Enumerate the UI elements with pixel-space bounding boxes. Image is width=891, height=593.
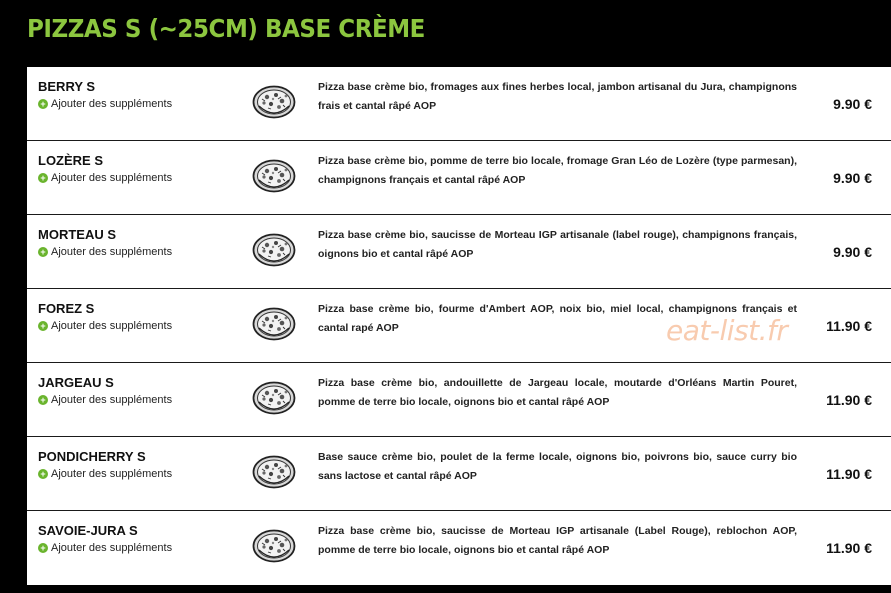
item-description: Pizza base crème bio, saucisse de Morteau IGP artisanale (Label Rouge), reblochon AOP, pomme de terre bio locale, oignons bio et cantal râpé AOP xyxy=(318,525,797,556)
pizza-icon xyxy=(252,84,296,120)
plus-circle-icon: + xyxy=(38,543,48,553)
section-title: PIZZAS S (~25CM) BASE CRÈME xyxy=(27,14,425,43)
pizza-icon xyxy=(252,232,296,268)
item-price: 11.90 € xyxy=(826,392,872,408)
pizza-icon xyxy=(252,528,296,564)
menu-item[interactable] xyxy=(27,215,891,289)
pizza-icon xyxy=(252,380,296,416)
item-name: MORTEAU S xyxy=(38,227,116,242)
add-supplements-link[interactable] xyxy=(38,172,172,184)
item-price: 9.90 € xyxy=(833,170,872,186)
add-supplements-label: Ajouter des suppléments xyxy=(51,394,173,406)
menu-item[interactable] xyxy=(27,67,891,141)
add-supplements-label: Ajouter des suppléments xyxy=(51,98,173,110)
item-name: PONDICHERRY S xyxy=(38,449,146,464)
item-description: Pizza base crème bio, fromages aux fines herbes local, jambon artisanal du Jura, champignons frais et cantal râpé AOP xyxy=(318,81,797,112)
item-description: Pizza base crème bio, fourme d'Ambert AOP, noix bio, miel local, champignons français et cantal rapé AOP xyxy=(318,303,797,334)
add-supplements-link[interactable] xyxy=(38,320,172,332)
add-supplements-link[interactable] xyxy=(38,98,172,110)
item-name: BERRY S xyxy=(38,79,96,94)
add-supplements-label: Ajouter des suppléments xyxy=(51,542,173,554)
item-name: JARGEAU S xyxy=(38,375,114,390)
item-price: 9.90 € xyxy=(833,96,872,112)
pizza-icon xyxy=(252,454,296,490)
item-price: 11.90 € xyxy=(826,540,872,556)
item-price: 11.90 € xyxy=(826,318,872,334)
item-name: FOREZ S xyxy=(38,301,95,316)
menu-item[interactable] xyxy=(27,437,891,511)
item-description: Pizza base crème bio, saucisse de Morteau IGP artisanale (label rouge), champignons français, oignons bio et cantal râpé AOP xyxy=(318,229,797,260)
plus-circle-icon: + xyxy=(38,469,48,479)
plus-circle-icon: + xyxy=(38,395,48,405)
plus-circle-icon: + xyxy=(38,99,48,109)
item-description: Pizza base crème bio, andouillette de Jargeau locale, moutarde d'Orléans Martin Pouret, pomme de terre bio locale, oignons bio et cantal râpé AOP xyxy=(318,377,797,408)
pizza-icon xyxy=(252,306,296,342)
plus-circle-icon: + xyxy=(38,247,48,257)
add-supplements-label: Ajouter des suppléments xyxy=(51,246,173,258)
add-supplements-label: Ajouter des suppléments xyxy=(51,172,173,184)
item-price: 9.90 € xyxy=(833,244,872,260)
plus-circle-icon: + xyxy=(38,173,48,183)
item-name: SAVOIE-JURA S xyxy=(38,523,138,538)
add-supplements-label: Ajouter des suppléments xyxy=(51,468,173,480)
item-description: Base sauce crème bio, poulet de la ferme locale, oignons bio, poivrons bio, sauce curry bio sans lactose et cantal râpé AOP xyxy=(318,451,797,482)
add-supplements-link[interactable] xyxy=(38,246,172,258)
add-supplements-label: Ajouter des suppléments xyxy=(51,320,173,332)
pizza-icon xyxy=(252,158,296,194)
add-supplements-link[interactable] xyxy=(38,394,172,406)
menu-item[interactable] xyxy=(27,141,891,215)
plus-circle-icon: + xyxy=(38,321,48,331)
watermark: eat-list.fr xyxy=(666,314,788,347)
item-price: 11.90 € xyxy=(826,466,872,482)
menu-item[interactable] xyxy=(27,511,891,585)
add-supplements-link[interactable] xyxy=(38,542,172,554)
add-supplements-link[interactable] xyxy=(38,468,172,480)
menu-item[interactable] xyxy=(27,363,891,437)
item-name: LOZÈRE S xyxy=(38,153,104,168)
item-description: Pizza base crème bio, pomme de terre bio locale, fromage Gran Léo de Lozère (type parmesan), champignons français et cantal râpé AOP xyxy=(318,155,797,186)
